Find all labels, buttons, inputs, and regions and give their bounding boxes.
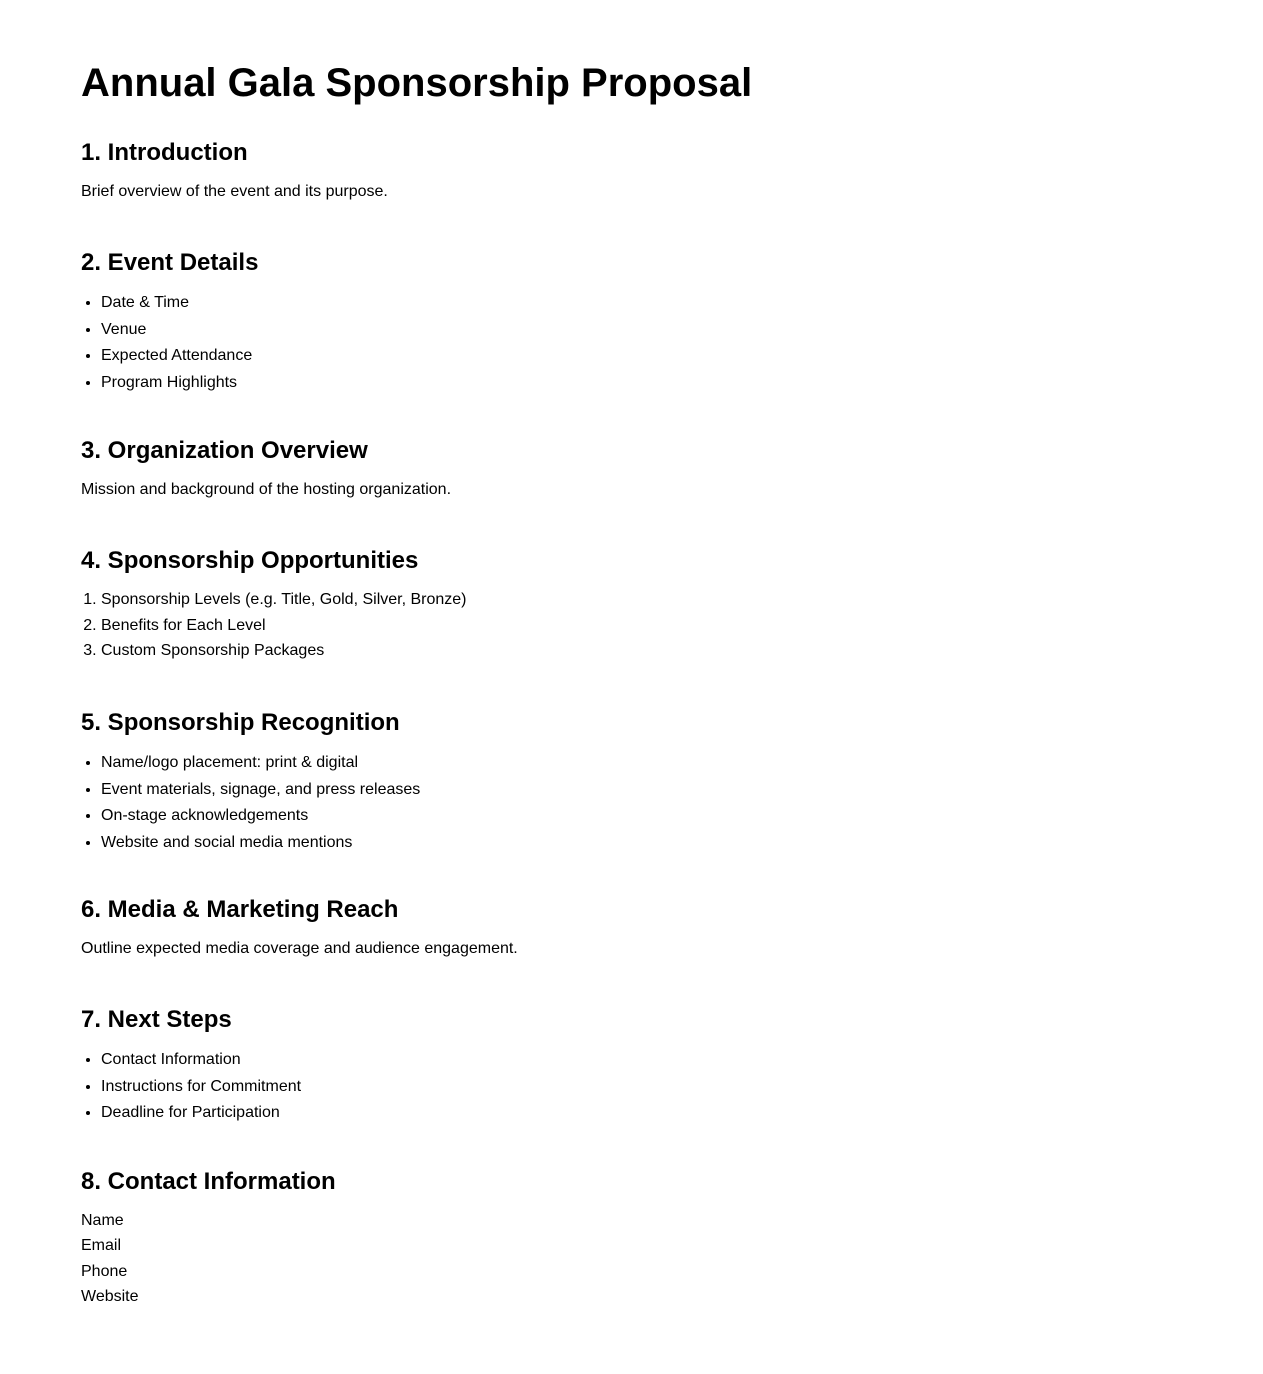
list-item: • Instructions for Commitment [101, 1076, 1081, 1097]
section-text: Mission and background of the hosting organization. [81, 481, 452, 498]
section-sponsorship-recognition [81, 709, 1081, 859]
section-heading: 8. Contact Information [81, 1168, 336, 1195]
document-title: Annual Gala Sponsorship Proposal [81, 61, 753, 105]
section-sponsorship-opportunities [81, 547, 1081, 667]
section-heading: 6. Media & Marketing Reach [81, 896, 399, 923]
section-contact-information [81, 1168, 1081, 1305]
list-item: • Contact Information [101, 1049, 1081, 1070]
document [81, 0, 1181, 1305]
list-item: • Venue [101, 319, 1081, 340]
next-steps-list [81, 1049, 1081, 1123]
list-item: • On-stage acknowledgements [101, 805, 1081, 826]
list-item: • Name/logo placement: print & digital [101, 752, 1081, 773]
contact-website: Website [81, 1288, 139, 1305]
section-text: Outline expected media coverage and audience engagement. [81, 940, 518, 957]
contact-email: Email [81, 1237, 122, 1254]
section-media-marketing-reach [81, 896, 1081, 959]
list-item: 1. Sponsorship Levels (e.g. Title, Gold, Silver, Bronze) [101, 590, 1081, 610]
section-heading: 4. Sponsorship Opportunities [81, 547, 419, 574]
sponsorship-recognition-list [81, 752, 1081, 853]
section-event-details [81, 249, 1081, 399]
contact-phone: Phone [81, 1262, 128, 1280]
section-heading: 7. Next Steps [81, 1006, 232, 1033]
contact-lines [81, 1211, 1081, 1305]
section-introduction [81, 139, 1081, 202]
sponsorship-opportunities-list [81, 590, 1081, 661]
section-heading: 2. Event Details [81, 249, 259, 276]
section-text: Brief overview of the event and its purpose. [81, 183, 388, 200]
list-item: 3. Custom Sponsorship Packages [101, 641, 1081, 661]
contact-name: Name [81, 1212, 124, 1229]
section-next-steps [81, 1006, 1081, 1129]
list-item: • Event materials, signage, and press releases [101, 779, 1081, 800]
list-item: • Date & Time [101, 292, 1081, 313]
list-item: • Expected Attendance [101, 345, 1081, 366]
section-heading: 3. Organization Overview [81, 437, 368, 464]
section-organization-overview [81, 437, 1081, 500]
list-item: 2. Benefits for Each Level [101, 616, 1081, 636]
section-heading: 5. Sponsorship Recognition [81, 709, 400, 736]
list-item: • Website and social media mentions [101, 832, 1081, 853]
event-details-list [81, 292, 1081, 393]
list-item: • Deadline for Participation [101, 1102, 1081, 1123]
list-item: • Program Highlights [101, 372, 1081, 393]
section-heading: 1. Introduction [81, 139, 248, 166]
